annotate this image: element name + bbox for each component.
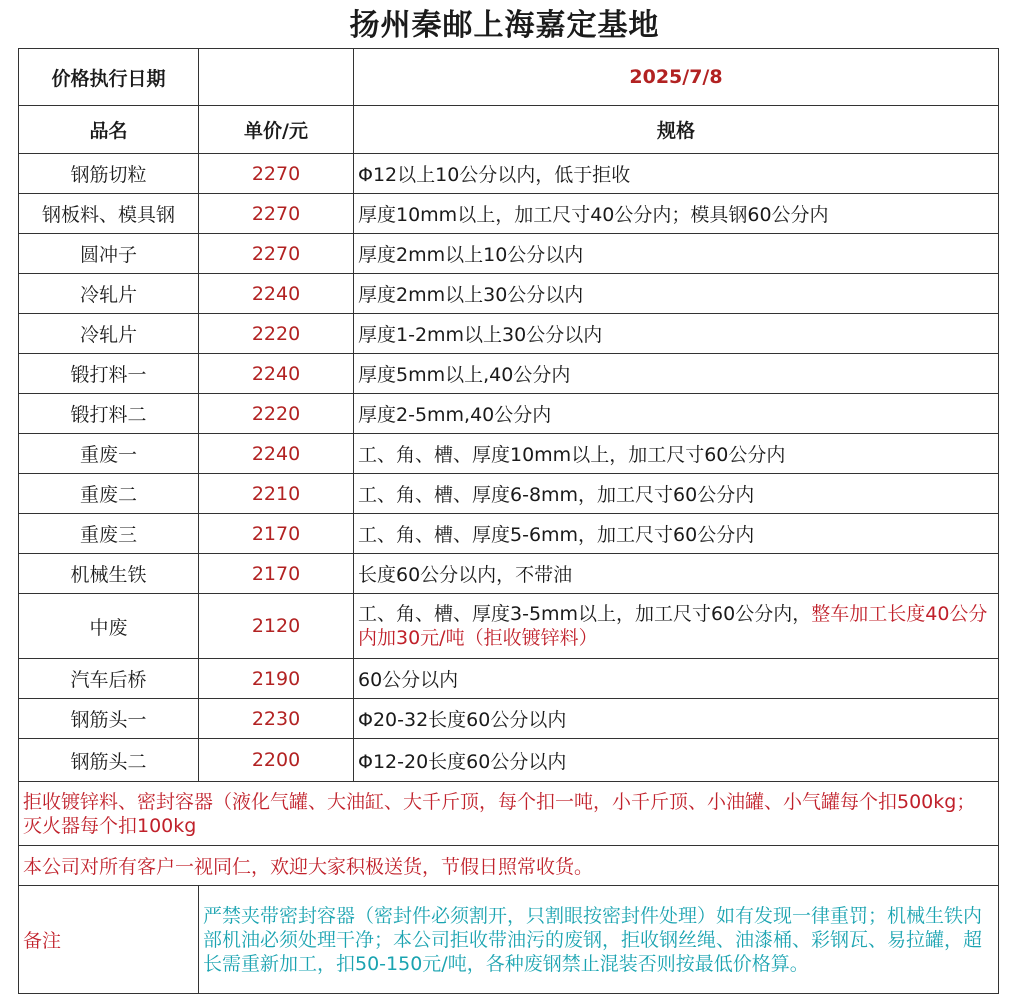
table-row bbox=[19, 154, 999, 194]
item-spec: 厚度5mm以上,40公分内 bbox=[354, 354, 999, 394]
item-price: 2190 bbox=[199, 659, 354, 699]
item-name: 锻打料二 bbox=[19, 394, 199, 434]
table-row bbox=[19, 354, 999, 394]
item-name: 圆冲子 bbox=[19, 234, 199, 274]
notice-row-2 bbox=[19, 846, 999, 886]
item-price: 2230 bbox=[199, 699, 354, 739]
item-price: 2240 bbox=[199, 434, 354, 474]
item-price: 2120 bbox=[199, 594, 354, 659]
date-label: 价格执行日期 bbox=[19, 49, 199, 106]
header-price: 单价/元 bbox=[199, 106, 354, 154]
item-price: 2270 bbox=[199, 234, 354, 274]
item-name: 钢板料、模具钢 bbox=[19, 194, 199, 234]
item-spec: Φ12以上10公分以内，低于拒收 bbox=[354, 154, 999, 194]
item-name: 重废三 bbox=[19, 514, 199, 554]
header-row bbox=[19, 106, 999, 154]
item-spec: Φ20-32长度60公分以内 bbox=[354, 699, 999, 739]
item-name: 钢筋头二 bbox=[19, 739, 199, 782]
item-spec-highlight: 整车加工长度40公分内加30元/吨（拒收镀锌料） bbox=[358, 603, 988, 649]
item-name: 钢筋切粒 bbox=[19, 154, 199, 194]
remark-row bbox=[19, 886, 999, 994]
item-name: 重废二 bbox=[19, 474, 199, 514]
item-spec: 工、角、槽、厚度6-8mm，加工尺寸60公分内 bbox=[354, 474, 999, 514]
date-spacer bbox=[199, 49, 354, 106]
table-row bbox=[19, 474, 999, 514]
item-price: 2210 bbox=[199, 474, 354, 514]
table-row bbox=[19, 274, 999, 314]
item-name: 冷轧片 bbox=[19, 274, 199, 314]
item-price: 2240 bbox=[199, 274, 354, 314]
table-row bbox=[19, 594, 999, 659]
item-price: 2220 bbox=[199, 314, 354, 354]
item-spec: 厚度1-2mm以上30公分以内 bbox=[354, 314, 999, 354]
table-row bbox=[19, 659, 999, 699]
item-price: 2170 bbox=[199, 514, 354, 554]
item-spec: 工、角、槽、厚度5-6mm，加工尺寸60公分内 bbox=[354, 514, 999, 554]
item-price: 2270 bbox=[199, 154, 354, 194]
table-row bbox=[19, 554, 999, 594]
remark-label: 备注 bbox=[19, 886, 199, 994]
table-row bbox=[19, 394, 999, 434]
header-spec: 规格 bbox=[354, 106, 999, 154]
table-row bbox=[19, 234, 999, 274]
header-name: 品名 bbox=[19, 106, 199, 154]
item-name: 汽车后桥 bbox=[19, 659, 199, 699]
item-price: 2200 bbox=[199, 739, 354, 782]
item-price: 2270 bbox=[199, 194, 354, 234]
page-title: 扬州秦邮上海嘉定基地 bbox=[349, 8, 660, 43]
item-spec: 工、角、槽、厚度10mm以上，加工尺寸60公分内 bbox=[354, 434, 999, 474]
date-value: 2025/7/8 bbox=[354, 49, 999, 106]
item-price: 2220 bbox=[199, 394, 354, 434]
item-spec bbox=[354, 594, 999, 659]
item-price: 2170 bbox=[199, 554, 354, 594]
table-row bbox=[19, 739, 999, 782]
item-spec: 厚度2mm以上30公分以内 bbox=[354, 274, 999, 314]
item-name: 重废一 bbox=[19, 434, 199, 474]
date-row bbox=[19, 49, 999, 106]
item-spec: 厚度2mm以上10公分以内 bbox=[354, 234, 999, 274]
item-spec: 厚度10mm以上，加工尺寸40公分内；模具钢60公分内 bbox=[354, 194, 999, 234]
reject-notice: 拒收镀锌料、密封容器（液化气罐、大油缸、大千斤顶，每个扣一吨，小千斤顶、小油罐、小气罐每个扣500kg；灭火器每个扣100kg bbox=[19, 782, 999, 846]
remark-text: 严禁夹带密封容器（密封件必须割开，只割眼按密封件处理）如有发现一律重罚；机械生铁内部机油必须处理干净；本公司拒收带油污的废钢，拒收钢丝绳、油漆桶、彩钢瓦、易拉罐，超长需重新加工，扣50-150元/吨，各种废钢禁止混装否则按最低价格算。 bbox=[199, 886, 999, 994]
item-spec: 厚度2-5mm,40公分内 bbox=[354, 394, 999, 434]
item-name: 机械生铁 bbox=[19, 554, 199, 594]
item-price: 2240 bbox=[199, 354, 354, 394]
table-row bbox=[19, 434, 999, 474]
price-table bbox=[18, 48, 999, 994]
table-row bbox=[19, 194, 999, 234]
table-row bbox=[19, 314, 999, 354]
item-spec: 长度60公分以内，不带油 bbox=[354, 554, 999, 594]
item-name: 锻打料一 bbox=[19, 354, 199, 394]
table-row bbox=[19, 514, 999, 554]
item-name: 冷轧片 bbox=[19, 314, 199, 354]
notice-row-1 bbox=[19, 782, 999, 846]
item-spec: Φ12-20长度60公分以内 bbox=[354, 739, 999, 782]
item-spec-text: 工、角、槽、厚度3-5mm以上，加工尺寸60公分内， bbox=[358, 603, 812, 625]
item-spec: 60公分以内 bbox=[354, 659, 999, 699]
table-row bbox=[19, 699, 999, 739]
customer-notice: 本公司对所有客户一视同仁，欢迎大家积极送货，节假日照常收货。 bbox=[19, 846, 999, 886]
item-name: 中废 bbox=[19, 594, 199, 659]
item-name: 钢筋头一 bbox=[19, 699, 199, 739]
